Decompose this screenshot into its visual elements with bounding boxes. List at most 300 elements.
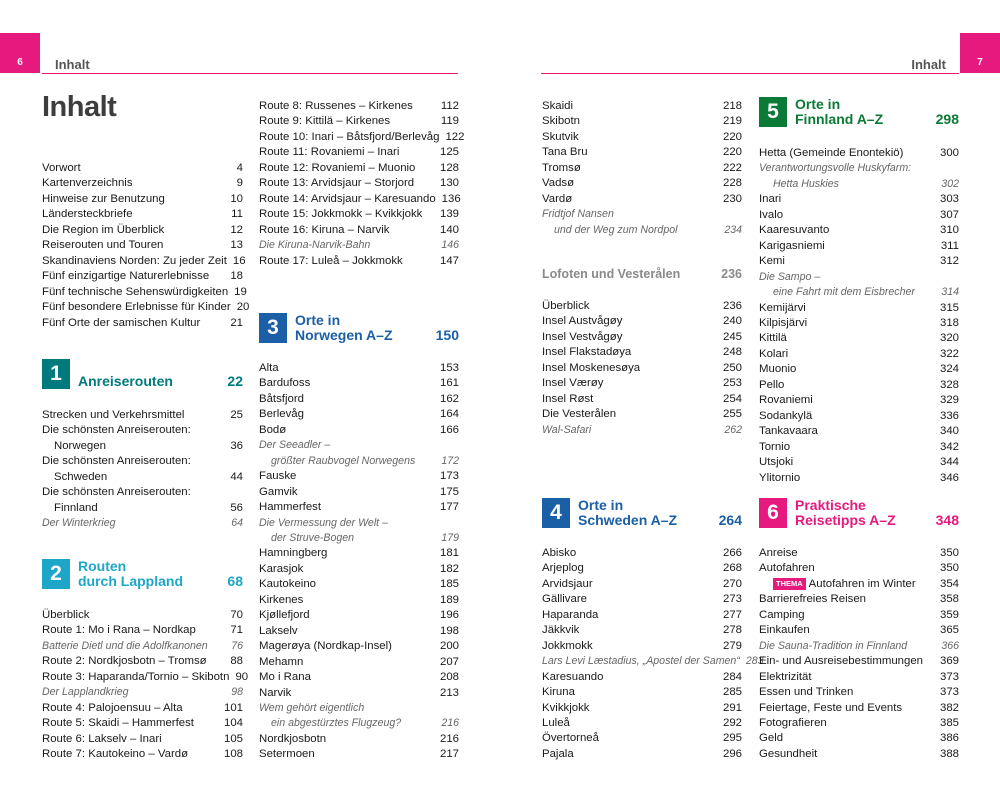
toc-entry[interactable] [259,392,459,407]
toc-entry-title [42,439,106,454]
toc-entry-page: 310 [939,224,959,237]
toc-entry-title [42,300,231,315]
toc-entry-title [42,670,229,685]
toc-entry[interactable] [259,546,459,561]
toc-entry[interactable] [259,531,459,546]
section-5-number: 5 [759,97,787,127]
toc-entry-page [953,270,959,285]
section-6-number: 6 [759,498,787,528]
section-1-number: 1 [42,359,70,389]
toc-entry-title [542,145,588,160]
toc-entry-page: 122 [445,130,465,143]
toc-entry[interactable] [42,623,243,638]
toc-entry-page: 161 [439,377,459,390]
toc-entry[interactable] [259,716,459,731]
toc-entry-page: 255 [722,408,742,421]
toc-entry-title [759,701,902,716]
toc-entry[interactable] [259,655,459,670]
toc-entry-page: 147 [439,254,459,267]
toc-entry-title [259,516,388,531]
toc-entry-title [42,685,129,700]
toc-entry-title [759,208,783,223]
toc-entry[interactable] [759,301,959,316]
toc-entry-page: 230 [722,192,742,205]
toc-entry[interactable] [259,207,459,222]
toc-entry[interactable] [259,223,459,238]
toc-entry[interactable] [542,670,742,685]
toc-entry-text: Karigasniemi [759,239,825,252]
toc-entry[interactable] [759,177,959,192]
toc-section-1-list [42,408,243,532]
toc-entry-page [237,454,243,469]
toc-entry-text: Route 16: Kiruna – Narvik [259,223,390,236]
toc-entry[interactable] [759,623,959,638]
toc-entry-text: Narvik [259,686,292,699]
toc-entry[interactable] [542,161,742,176]
toc-entry-text: Hetta Huskies [773,177,839,190]
toc-entry[interactable] [542,345,742,360]
toc-entry-page: 112 [440,100,459,112]
toc-entry[interactable] [759,285,959,300]
toc-entry[interactable] [542,639,742,654]
toc-entry-page: 373 [939,670,959,683]
lofoten-subheading[interactable] [542,267,742,281]
toc-entry-text: Bodø [259,423,287,436]
toc-entry-title [759,362,796,377]
toc-entry-page: 253 [722,377,742,390]
toc-entry-text: Jäkkvik [542,624,580,637]
toc-entry[interactable] [259,593,459,608]
toc-entry-text: Skutvik [542,130,579,143]
toc-entry-page: 291 [722,701,742,714]
left-running-head: Inhalt [55,57,90,72]
toc-entry-text: Fridtjof Nansen [542,208,614,221]
toc-entry-page [453,438,459,453]
toc-entry-text: Ylitornio [759,471,801,484]
toc-entry[interactable] [759,146,959,161]
toc-entry[interactable] [542,392,742,407]
toc-entry[interactable] [259,176,459,191]
toc-entry[interactable] [259,747,459,762]
toc-entry-title [42,516,116,531]
toc-entry-page: 354 [939,577,959,590]
toc-entry-page: 4 [236,162,243,174]
toc-entry-page: 278 [722,624,742,637]
toc-entry[interactable] [542,731,742,746]
toc-entry[interactable] [42,192,243,207]
toc-entry-title [759,670,812,685]
toc-entry[interactable] [542,207,742,222]
toc-entry[interactable] [759,654,959,669]
toc-entry[interactable] [759,731,959,746]
toc-entry[interactable] [259,516,459,531]
toc-entry-title [259,639,392,654]
toc-entry-text: Route 15: Jokkmokk – Kvikkjokk [259,208,423,221]
toc-entry-page: 208 [439,671,459,684]
toc-entry-page: 320 [939,332,959,345]
toc-entry[interactable] [759,347,959,362]
toc-entry-page: 217 [439,748,459,761]
toc-entry[interactable] [759,716,959,731]
toc-entry-page: 108 [223,748,243,761]
toc-entry-text: Autofahren im Winter [808,577,916,590]
toc-entry[interactable] [42,408,243,423]
toc-entry[interactable] [259,562,459,577]
toc-entry[interactable] [42,608,243,623]
toc-entry[interactable] [42,670,249,685]
toc-entry-text: Die schönsten Anreiserouten: [42,455,191,468]
toc-entry-text: Route 3: Haparanda/Tornio – Skibotn [42,670,230,683]
toc-entry-text: Route 12: Rovaniemi – Muonio [259,161,416,174]
toc-entry[interactable] [42,207,243,222]
toc-entry[interactable] [759,440,959,455]
toc-entry[interactable] [542,314,742,329]
toc-entry[interactable] [759,223,959,238]
section-3-heading[interactable] [259,313,459,343]
toc-entry-text: Karesuando [542,670,604,683]
toc-entry[interactable] [759,561,959,576]
toc-entry-title [42,608,89,623]
toc-entry[interactable] [259,577,459,592]
toc-entry-page: 329 [939,394,959,407]
toc-entry[interactable] [759,378,959,393]
toc-entry-text: Kautokeino [259,578,316,591]
toc-entry-title [542,176,574,191]
toc-entry[interactable] [759,592,959,607]
toc-entry[interactable] [259,454,459,469]
toc-entry-title [42,192,165,207]
toc-entry[interactable] [42,485,243,500]
toc-entry-text: Nordkjosbotn [259,732,327,745]
toc-entry[interactable] [542,716,742,731]
toc-entry[interactable] [542,192,742,207]
toc-entry-title [759,270,820,285]
toc-entry-title [542,345,631,360]
toc-entry-title [259,145,399,160]
section-4-heading[interactable] [542,498,742,528]
toc-entry-title [759,409,812,424]
toc-entry-page: 328 [939,378,959,391]
toc-entry[interactable] [759,393,959,408]
toc-entry[interactable] [542,130,742,145]
toc-entry[interactable] [759,254,959,269]
toc-entry[interactable] [259,670,459,685]
toc-entry[interactable] [759,577,959,592]
toc-entry[interactable] [259,500,459,515]
toc-entry-text: Vadsø [542,177,575,190]
toc-entry-page: 207 [439,655,459,668]
toc-entry[interactable] [759,409,959,424]
toc-entry[interactable] [759,208,959,223]
toc-lofoten-list [542,299,742,438]
toc-entry[interactable] [542,592,742,607]
toc-entry-title [759,716,827,731]
toc-entry[interactable] [42,747,243,762]
toc-entry[interactable] [542,747,742,762]
toc-entry[interactable] [259,686,459,701]
toc-entry-page: 236 [722,300,742,312]
toc-entry[interactable] [542,623,742,638]
toc-entry-text: Ivalo [759,208,784,221]
toc-entry[interactable] [759,161,959,176]
toc-entry[interactable] [259,376,459,391]
toc-entry[interactable] [259,485,459,500]
toc-entry-text: Pajala [542,747,574,760]
toc-entry-title [259,485,298,500]
toc-entry[interactable] [42,470,243,485]
section-2-heading[interactable] [42,559,243,589]
toc-entry[interactable] [759,239,959,254]
toc-entry-text: Pello [759,378,785,391]
toc-entry-page: 303 [939,193,959,206]
toc-entry-title [759,239,825,254]
toc-entry[interactable] [42,639,243,654]
toc-entry[interactable] [259,145,459,160]
toc-entry-title [42,485,191,500]
toc-entry-text: Die schönsten Anreiserouten: [42,486,191,499]
toc-entry[interactable] [759,471,959,486]
thema-badge: THEMA [773,578,806,590]
toc-entry-page: 98 [231,686,243,699]
toc-entry[interactable] [542,577,742,592]
toc-entry-title [259,376,310,391]
toc-entry[interactable] [259,361,459,376]
toc-entry[interactable] [759,639,959,654]
toc-entry[interactable] [42,732,243,747]
toc-entry[interactable] [259,161,459,176]
toc-entry[interactable] [759,670,959,685]
toc-entry-text: Skibotn [542,115,580,128]
toc-entry[interactable] [42,223,243,238]
toc-entry[interactable] [542,546,742,561]
toc-entry-page: 312 [939,255,959,268]
toc-entry-title [542,99,573,114]
toc-entry[interactable] [42,423,243,438]
toc-entry[interactable] [259,608,459,623]
toc-entry-page: 300 [939,147,959,159]
toc-entry-text: Kjøllefjord [259,609,310,622]
toc-entry[interactable] [259,423,459,438]
toc-entry[interactable] [42,300,250,315]
toc-entry[interactable] [759,701,959,716]
toc-entry-text: Der Seeadler – [259,439,331,452]
toc-intro-list [42,161,250,331]
toc-entry-title [42,285,228,300]
toc-entry[interactable] [42,176,243,191]
toc-entry[interactable] [542,99,742,114]
toc-entry-text: Strecken und Verkehrsmittel [42,409,185,421]
toc-entry-title [542,330,622,345]
toc-entry[interactable] [259,438,459,453]
toc-entry-page: 125 [439,146,459,159]
toc-entry[interactable] [759,316,959,331]
toc-entry-page: 119 [440,115,459,128]
toc-entry-title [542,223,677,238]
toc-entry[interactable] [542,701,742,716]
toc-entry-title [542,561,584,576]
toc-entry-title [259,577,316,592]
toc-entry-text: Hetta (Gemeinde Enontekiö) [759,147,904,159]
toc-entry[interactable] [542,299,742,314]
toc-entry[interactable] [259,114,459,129]
toc-entry-text: Überblick [42,609,90,621]
toc-entry[interactable] [542,423,742,438]
toc-entry-title [542,654,740,669]
toc-entry[interactable] [759,331,959,346]
toc-entry-title [42,223,164,238]
toc-entry[interactable] [42,685,243,700]
toc-entry[interactable] [42,716,243,731]
toc-entry-page: 128 [439,161,459,174]
toc-entry-page: 101 [223,701,243,714]
toc-entry-title [42,470,107,485]
toc-entry[interactable] [259,624,459,639]
toc-entry-page: 307 [939,208,959,221]
toc-entry-text: Insel Vestvågøy [542,330,623,343]
toc-entry[interactable] [42,501,243,516]
toc-entry[interactable] [42,316,243,331]
toc-entry[interactable] [759,270,959,285]
toc-entry[interactable] [759,608,959,623]
toc-entry[interactable] [542,330,742,345]
toc-entry-title [542,114,580,129]
toc-section-2-list [42,608,249,763]
toc-entry-title [759,331,787,346]
toc-entry[interactable] [759,455,959,470]
toc-entry-page: 273 [722,593,742,606]
toc-entry[interactable] [259,407,459,422]
toc-entry-page [237,485,243,500]
toc-entry-title [259,254,403,269]
toc-entry-page: 189 [439,593,459,606]
toc-entry[interactable] [542,561,742,576]
toc-entry[interactable] [42,285,247,300]
toc-entry-text: Hinweise zur Benutzung [42,192,165,205]
toc-entry[interactable] [759,747,959,762]
toc-entry[interactable] [542,176,742,191]
toc-entry-title [759,378,784,393]
toc-entry[interactable] [542,654,764,669]
toc-entry[interactable] [42,701,243,716]
toc-entry[interactable] [542,361,742,376]
toc-entry[interactable] [259,701,459,716]
toc-entry-page: 56 [230,501,243,514]
toc-entry[interactable] [259,639,459,654]
toc-entry[interactable] [259,238,459,253]
toc-entry[interactable] [259,99,459,114]
toc-entry-page [953,161,959,176]
toc-entry-text: Route 14: Arvidsjaur – Karesuando [259,192,436,205]
section-1-heading[interactable] [42,359,243,389]
toc-entry-text: Mehamn [259,655,304,668]
toc-entry-page: 105 [223,732,243,745]
toc-entry[interactable] [542,685,742,700]
toc-entry-title [542,623,579,638]
toc-entry-page: 248 [722,346,742,359]
toc-section-3-list [259,361,459,763]
toc-entry-text: Muonio [759,363,797,376]
section-2-page: 68 [227,573,243,589]
toc-entry[interactable] [759,362,959,377]
toc-entry[interactable] [542,114,742,129]
toc-entry-text: Feiertage, Feste und Events [759,701,903,714]
section-6-heading[interactable] [759,498,959,528]
toc-entry-text: Insel Værøy [542,377,604,390]
toc-entry-title [259,716,401,731]
toc-entry[interactable] [759,546,959,561]
toc-entry-text: Route 4: Palojoensuu – Alta [42,701,183,714]
toc-entry[interactable] [42,516,243,531]
toc-entry-page: 9 [236,177,243,190]
toc-entry[interactable] [759,685,959,700]
toc-entry[interactable] [759,192,959,207]
toc-entry-text: eine Fahrt mit dem Eisbrecher [773,286,915,299]
toc-entry-page: 314 [941,286,959,299]
toc-entry-page: 36 [230,439,243,452]
toc-entry-title [42,238,163,253]
toc-entry-title [759,608,805,623]
toc-entry[interactable] [259,254,459,269]
toc-entry-title [259,655,303,670]
toc-entry-text: Die schönsten Anreiserouten: [42,424,191,437]
toc-entry[interactable] [42,654,243,669]
toc-entry[interactable] [259,732,459,747]
toc-entry[interactable] [42,439,243,454]
toc-entry[interactable] [42,454,243,469]
toc-entry-page: 222 [722,161,742,174]
toc-entry-page: 234 [724,223,742,236]
toc-entry-page: 76 [231,639,243,652]
toc-entry-text: Der Lapplandkrieg [42,686,129,699]
toc-entry-text: Ein- und Ausreisebestimmungen [759,655,923,668]
toc-entry-text: Mo i Rana [259,671,311,684]
toc-entry-title [542,299,589,314]
toc-entry[interactable] [42,238,243,253]
toc-entry[interactable] [259,130,465,145]
toc-entry-title [42,454,191,469]
toc-entry-page: 386 [939,732,959,745]
toc-entry-text: Insel Austvågøy [542,315,623,328]
section-5-heading[interactable] [759,97,959,127]
toc-entry-title [42,501,98,516]
lofoten-page: 236 [721,267,742,281]
toc-entry[interactable] [542,608,742,623]
toc-entry-title [542,577,593,592]
toc-entry-page: 315 [939,301,959,314]
toc-entry[interactable] [542,376,742,391]
toc-entry-page: 302 [941,177,959,190]
toc-entry[interactable] [42,254,246,269]
toc-entry-page: 245 [722,330,742,343]
toc-entry[interactable] [542,407,742,422]
right-running-head: Inhalt [911,57,946,72]
toc-entry[interactable] [42,269,243,284]
toc-entry[interactable] [42,161,243,176]
toc-entry-text: Övertorneå [542,732,599,745]
toc-entry[interactable] [259,469,459,484]
toc-entry-page: 139 [439,208,459,221]
toc-entry[interactable] [759,424,959,439]
toc-entry[interactable] [542,223,742,238]
toc-entry[interactable] [259,192,459,207]
toc-entry-title [759,561,815,576]
toc-entry-page: 213 [439,686,459,699]
toc-entry-page: 318 [939,316,959,329]
toc-entry-title [542,592,587,607]
toc-entry-text: Lars Levi Læstadius, „Apostel der Samen“ [542,655,740,668]
section-6-label: Praktische Reisetipps A–Z [795,497,896,528]
toc-entry[interactable] [542,145,742,160]
